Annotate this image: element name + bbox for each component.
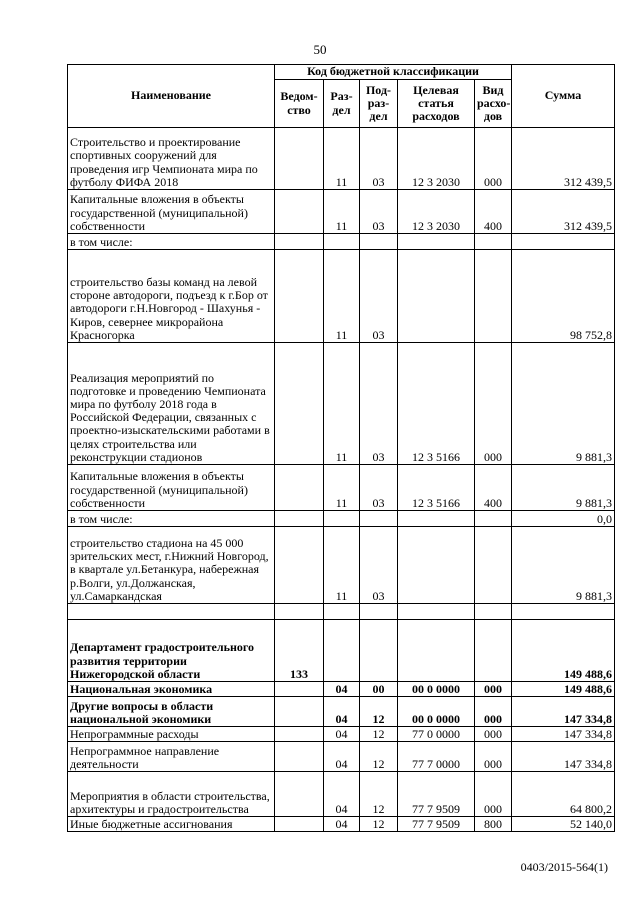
- cell-podrazdel: 03: [360, 250, 398, 343]
- cell-vedomstvo: [275, 772, 324, 817]
- cell-razdel: 11: [324, 250, 360, 343]
- table-row: [68, 190, 615, 234]
- cell-vedomstvo: [275, 604, 324, 620]
- cell-podrazdel: 03: [360, 128, 398, 190]
- cell-name: строительство стадиона на 45 000 зрительских мест, г.Нижний Новгород, в квартале ул.Бетанкура, набережная р.Волги, ул.Должанская, ул.Самаркандская: [68, 527, 275, 604]
- table-row: [68, 343, 615, 465]
- table-row: [68, 682, 615, 697]
- cell-summa: 147 334,8: [512, 727, 615, 742]
- cell-vid: 000: [475, 697, 512, 727]
- cell-podrazdel: [360, 604, 398, 620]
- cell-razdel: 04: [324, 727, 360, 742]
- cell-vedomstvo: [275, 527, 324, 604]
- cell-vid: 400: [475, 465, 512, 511]
- cell-podrazdel: 12: [360, 697, 398, 727]
- header-vedomstvo: Ведом-ство: [275, 80, 324, 128]
- cell-podrazdel: [360, 234, 398, 250]
- header-code-group: Код бюджетной классификации: [275, 65, 512, 80]
- table-row: [68, 511, 615, 527]
- cell-razdel: 11: [324, 128, 360, 190]
- cell-name: Капитальные вложения в объекты государственной (муниципальной) собственности: [68, 190, 275, 234]
- footer-code: 0403/2015-564(1): [520, 860, 608, 874]
- table-row: [68, 817, 615, 832]
- table-row: [68, 772, 615, 817]
- cell-vedomstvo: [275, 742, 324, 772]
- cell-razdel: 11: [324, 190, 360, 234]
- table-row: [68, 727, 615, 742]
- cell-podrazdel: 12: [360, 817, 398, 832]
- table-row: [68, 234, 615, 250]
- header-summa: Сумма: [512, 65, 615, 128]
- cell-name: Департамент градостроительного развития территории Нижегородской области: [68, 620, 275, 682]
- cell-podrazdel: 00: [360, 682, 398, 697]
- cell-vedomstvo: [275, 727, 324, 742]
- cell-podrazdel: 12: [360, 727, 398, 742]
- table-row: [68, 465, 615, 511]
- cell-name: Национальная экономика: [68, 682, 275, 697]
- cell-celevaya: 77 7 0000: [398, 742, 475, 772]
- cell-vid: [475, 234, 512, 250]
- table-row: [68, 742, 615, 772]
- cell-razdel: 11: [324, 465, 360, 511]
- cell-razdel: 04: [324, 697, 360, 727]
- header-celevaya: Целевая статья расходов: [398, 80, 475, 128]
- cell-vid: 000: [475, 742, 512, 772]
- cell-razdel: 11: [324, 527, 360, 604]
- cell-summa: 147 334,8: [512, 697, 615, 727]
- cell-summa: 98 752,8: [512, 250, 615, 343]
- budget-table: [67, 64, 615, 832]
- cell-name: Капитальные вложения в объекты государственной (муниципальной) собственности: [68, 465, 275, 511]
- cell-summa: 9 881,3: [512, 343, 615, 465]
- cell-summa: 149 488,6: [512, 682, 615, 697]
- cell-vid: 800: [475, 817, 512, 832]
- cell-podrazdel: 12: [360, 742, 398, 772]
- cell-vedomstvo: [275, 190, 324, 234]
- page-number: 50: [313, 42, 327, 57]
- cell-razdel: 04: [324, 817, 360, 832]
- cell-vid: 000: [475, 682, 512, 697]
- table-row: [68, 604, 615, 620]
- cell-razdel: 04: [324, 742, 360, 772]
- cell-vedomstvo: [275, 128, 324, 190]
- cell-razdel: 04: [324, 682, 360, 697]
- cell-vedomstvo: 133: [275, 620, 324, 682]
- cell-vid: 000: [475, 727, 512, 742]
- cell-podrazdel: 03: [360, 190, 398, 234]
- cell-celevaya: 00 0 0000: [398, 697, 475, 727]
- table-row: [68, 128, 615, 190]
- cell-vid: [475, 604, 512, 620]
- cell-name: Мероприятия в области строительства, архитектуры и градостроительства: [68, 772, 275, 817]
- header-podrazdel: Под-раз-дел: [360, 80, 398, 128]
- cell-vedomstvo: [275, 250, 324, 343]
- cell-summa: 9 881,3: [512, 465, 615, 511]
- cell-razdel: 04: [324, 772, 360, 817]
- cell-celevaya: [398, 527, 475, 604]
- cell-podrazdel: 12: [360, 772, 398, 817]
- cell-celevaya: [398, 620, 475, 682]
- cell-vedomstvo: [275, 343, 324, 465]
- cell-razdel: [324, 511, 360, 527]
- table-row: [68, 250, 615, 343]
- cell-vedomstvo: [275, 234, 324, 250]
- cell-summa: [512, 604, 615, 620]
- cell-celevaya: 00 0 0000: [398, 682, 475, 697]
- cell-celevaya: [398, 604, 475, 620]
- cell-celevaya: [398, 511, 475, 527]
- cell-celevaya: 77 0 0000: [398, 727, 475, 742]
- cell-name: Другие вопросы в области национальной экономики: [68, 697, 275, 727]
- cell-podrazdel: [360, 511, 398, 527]
- cell-celevaya: 12 3 2030: [398, 128, 475, 190]
- cell-summa: 52 140,0: [512, 817, 615, 832]
- cell-celevaya: [398, 234, 475, 250]
- cell-vid: 000: [475, 772, 512, 817]
- cell-vedomstvo: [275, 682, 324, 697]
- cell-name: Иные бюджетные ассигнования: [68, 817, 275, 832]
- cell-celevaya: [398, 250, 475, 343]
- cell-celevaya: 12 3 2030: [398, 190, 475, 234]
- cell-vid: [475, 250, 512, 343]
- cell-celevaya: 12 3 5166: [398, 343, 475, 465]
- cell-razdel: 11: [324, 343, 360, 465]
- cell-vid: 000: [475, 343, 512, 465]
- cell-name: [68, 604, 275, 620]
- cell-razdel: [324, 234, 360, 250]
- cell-vid: [475, 620, 512, 682]
- header-razdel: Раз-дел: [324, 80, 360, 128]
- cell-summa: 147 334,8: [512, 742, 615, 772]
- cell-podrazdel: [360, 620, 398, 682]
- cell-vedomstvo: [275, 511, 324, 527]
- cell-summa: 149 488,6: [512, 620, 615, 682]
- cell-name: Реализация мероприятий по подготовке и проведению Чемпионата мира по футболу 2018 года в Российской Федерации, связанных с проектно-изыскательскими работами в целях строительства или реконструкции стадионов: [68, 343, 275, 465]
- cell-podrazdel: 03: [360, 343, 398, 465]
- table-row: [68, 620, 615, 682]
- cell-summa: 9 881,3: [512, 527, 615, 604]
- cell-vid: 000: [475, 128, 512, 190]
- header-vid: Вид расхо-дов: [475, 80, 512, 128]
- cell-name: в том числе:: [68, 234, 275, 250]
- cell-vedomstvo: [275, 465, 324, 511]
- cell-vid: [475, 527, 512, 604]
- cell-summa: 312 439,5: [512, 128, 615, 190]
- cell-name: строительство базы команд на левой стороне автодороги, подъезд к г.Бор от автодороги г.Н.Новгород - Шахунья - Киров, севернее микрорайона Красногорка: [68, 250, 275, 343]
- table-row: [68, 697, 615, 727]
- cell-summa: 0,0: [512, 511, 615, 527]
- cell-name: в том числе:: [68, 511, 275, 527]
- cell-celevaya: 77 7 9509: [398, 772, 475, 817]
- cell-razdel: [324, 604, 360, 620]
- cell-celevaya: 77 7 9509: [398, 817, 475, 832]
- cell-vid: [475, 511, 512, 527]
- cell-name: Строительство и проектирование спортивных сооружений для проведения игр Чемпионата мира по футболу ФИФА 2018: [68, 128, 275, 190]
- cell-celevaya: 12 3 5166: [398, 465, 475, 511]
- cell-vid: 400: [475, 190, 512, 234]
- cell-name: Непрограммное направление деятельности: [68, 742, 275, 772]
- table-row: [68, 527, 615, 604]
- cell-name: Непрограммные расходы: [68, 727, 275, 742]
- cell-summa: [512, 234, 615, 250]
- cell-summa: 312 439,5: [512, 190, 615, 234]
- cell-podrazdel: 03: [360, 527, 398, 604]
- cell-vedomstvo: [275, 697, 324, 727]
- cell-vedomstvo: [275, 817, 324, 832]
- cell-summa: 64 800,2: [512, 772, 615, 817]
- header-name: Наименование: [68, 65, 275, 128]
- cell-razdel: [324, 620, 360, 682]
- cell-podrazdel: 03: [360, 465, 398, 511]
